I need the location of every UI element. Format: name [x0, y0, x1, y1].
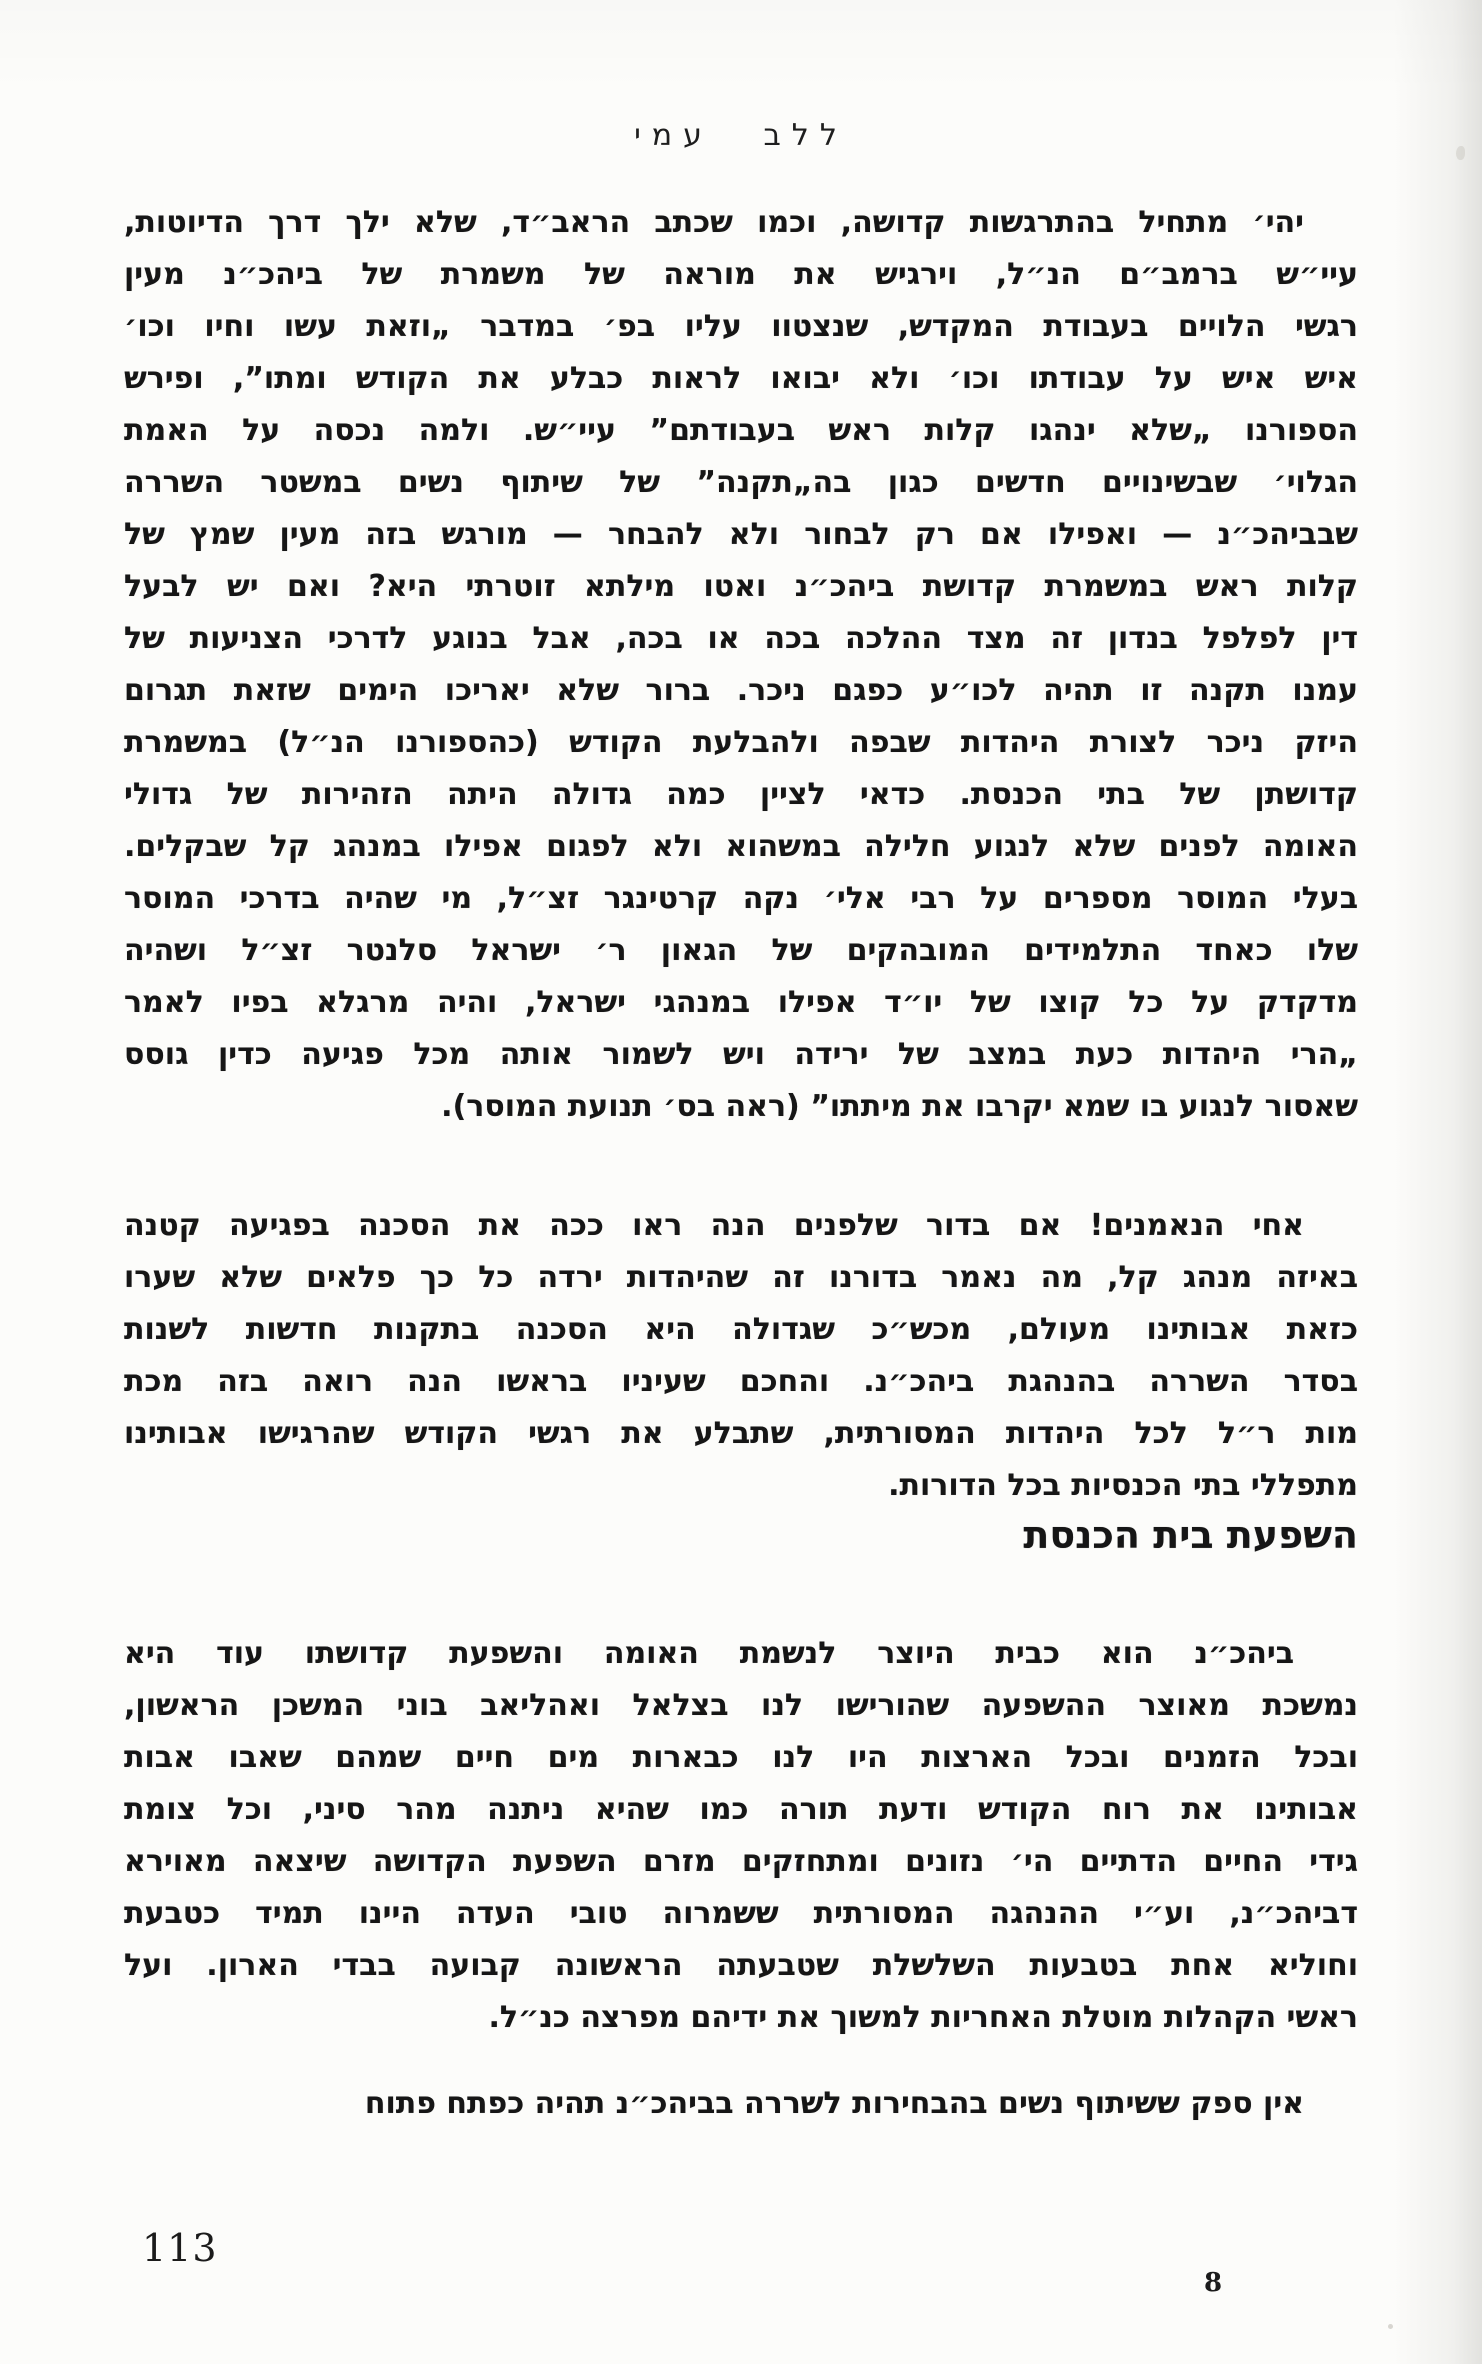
text-line: שבביהכ״נ — ואפילו אם רק לבחור ולא להבחר — מורגש בזה מעין שמץ של	[124, 517, 1358, 552]
text-line: אין ספק ששיתוף נשים בהבחירות לשררה בביהכ״נ תהיה כפתח פתוח	[364, 2086, 1304, 2121]
text-line: אחי הנאמנים! אם בדור שלפנים הנה ראו ככה את הסכנה בפגיעה קטנה	[124, 1208, 1304, 1243]
text-line: דביהכ״נ, וע״י ההנהגה המסורתית ששמרוה טובי העדה היינו תמיד כטבעת	[124, 1896, 1358, 1931]
text-line: ביהכ״נ הוא כבית היוצר לנשמת האומה והשפעת קדושתו עוד היא	[124, 1636, 1294, 1671]
text-line: בעלי המוסר מספרים על רבי אלי׳ נקה קרטינגר זצ״ל, מי שהיה בדרכי המוסר	[124, 881, 1358, 916]
text-line: איש איש על עבודתו וכו׳ ולא יבואו לראות כבלע את הקודש ומתו”, ופירש	[124, 361, 1358, 396]
signature-mark: 8	[1204, 2268, 1223, 2298]
paragraph	[124, 1628, 1358, 2044]
paragraph	[124, 2078, 1358, 2130]
scan-artifact	[1388, 2324, 1393, 2329]
scan-artifact	[1456, 146, 1465, 160]
text-line: האומה לפנים שלא לנגוע חלילה במשהוא ולא לפגום אפילו במנהג קל שבקלים.	[124, 829, 1358, 864]
text-line: רגשי הלויים בעבודת המקדש, שנצטוו עליו בפ׳ במדבר „וזאת עשו וחיו וכו׳	[124, 309, 1358, 344]
page-number: 113	[142, 2226, 218, 2270]
section-heading: השפעת בית הכנסת	[1023, 1513, 1358, 1557]
text-line: ובכל הזמנים ובכל הארצות היו לנו כבארות מים חיים שמהם שאבו אבות	[124, 1740, 1358, 1775]
text-block	[124, 197, 1358, 2130]
text-line: הגלוי׳ שבשינויים חדשים כגון בה„תקנה” של שיתוף נשים במשטר השררה	[124, 465, 1358, 500]
text-line: וחוליא אחת בטבעות השלשלת שטבעתה הראשונה קבועה בבדי הארון. ועל	[124, 1948, 1358, 1983]
text-line: כזאת אבותינו מעולם, מכש״כ שגדולה היא הסכנה בתקנות חדשות לשנות	[124, 1312, 1358, 1347]
text-line: קדושתן של בתי הכנסת. כדאי לציין כמה גדולה היתה הזהירות של גדולי	[124, 777, 1358, 812]
text-line: היזק ניכר לצורת היהדות שבפה ולהבלעת הקודש (כהספורנו הנ״ל) במשמרת	[124, 725, 1358, 760]
text-line: קלות ראש במשמרת קדושת ביהכ״נ ואטו מילתא זוטרתי היא? ואם יש לבעל	[124, 569, 1358, 604]
text-line: אבותינו את רוח הקודש ודעת תורה כמו שהיא ניתנה מהר סיני, וכל צומת	[124, 1792, 1358, 1827]
text-line: דין לפלפל בנדון זה מצד ההלכה בכה או בכה, אבל בנוגע לדרכי הצניעות של	[124, 621, 1358, 656]
running-header: ללב עמי	[634, 118, 848, 153]
text-line: באיזה מנהג קל, מה נאמר בדורנו זה שהיהדות ירדה כל כך פלאים שלא שערו	[124, 1260, 1358, 1295]
text-line: שאסור לנגוע בו שמא יקרבו את מיתתו” (ראה בס׳ תנועת המוסר).	[441, 1089, 1358, 1124]
text-line: שלו כאחד התלמידים המובהקים של הגאון ר׳ ישראל סלנטר זצ״ל ושהיה	[124, 933, 1358, 968]
text-line: יהי׳ מתחיל בהתרגשות קדושה, וכמו שכתב הראב״ד, שלא ילך דרך הדיוטות,	[124, 205, 1304, 240]
text-line: מות ר״ל לכל היהדות המסורתית, שתבלע את רגשי הקודש שהרגישו אבותינו	[124, 1416, 1358, 1451]
text-line: מתפללי בתי הכנסיות בכל הדורות.	[888, 1468, 1358, 1503]
paragraph	[124, 197, 1358, 1133]
text-line: בסדר השררה בהנהגת ביהכ״נ. והחכם שעיניו בראשו הנה רואה בזה מכת	[124, 1364, 1358, 1399]
text-line: גידי החיים הדתיים הי׳ נזונים ומתחזקים מזרם השפעת הקדושה שיצאה מאוירא	[124, 1844, 1358, 1879]
text-line: „הרי היהדות כעת במצב של ירידה ויש לשמור אותה מכל פגיעה כדין גוסס	[124, 1037, 1358, 1072]
text-line: ראשי הקהלות מוטלת האחריות למשוך את ידיהם מפרצה כנ״ל.	[488, 2000, 1358, 2035]
text-line: מדקדק על כל קוצו של יו״ד אפילו במנהגי ישראל, והיה מרגלא בפיו לאמר	[124, 985, 1358, 1020]
paragraph	[124, 1200, 1358, 1512]
text-line: עיי״ש ברמב״ם הנ״ל, וירגיש את מוראה של משמרת של ביהכ״נ מעין	[124, 257, 1358, 292]
text-line: הספורנו „שלא ינהגו קלות ראש בעבודתם” עיי״ש. ולמה נכסה על האמת	[124, 413, 1358, 448]
text-line: נמשכת מאוצר ההשפעה שהורישו לנו בצלאל ואהליאב בוני המשכן הראשון,	[124, 1688, 1358, 1723]
text-line: עמנו תקנה זו תהיה לכו״ע כפגם ניכר. ברור שלא יאריכו הימים שזאת תגרום	[124, 673, 1358, 708]
